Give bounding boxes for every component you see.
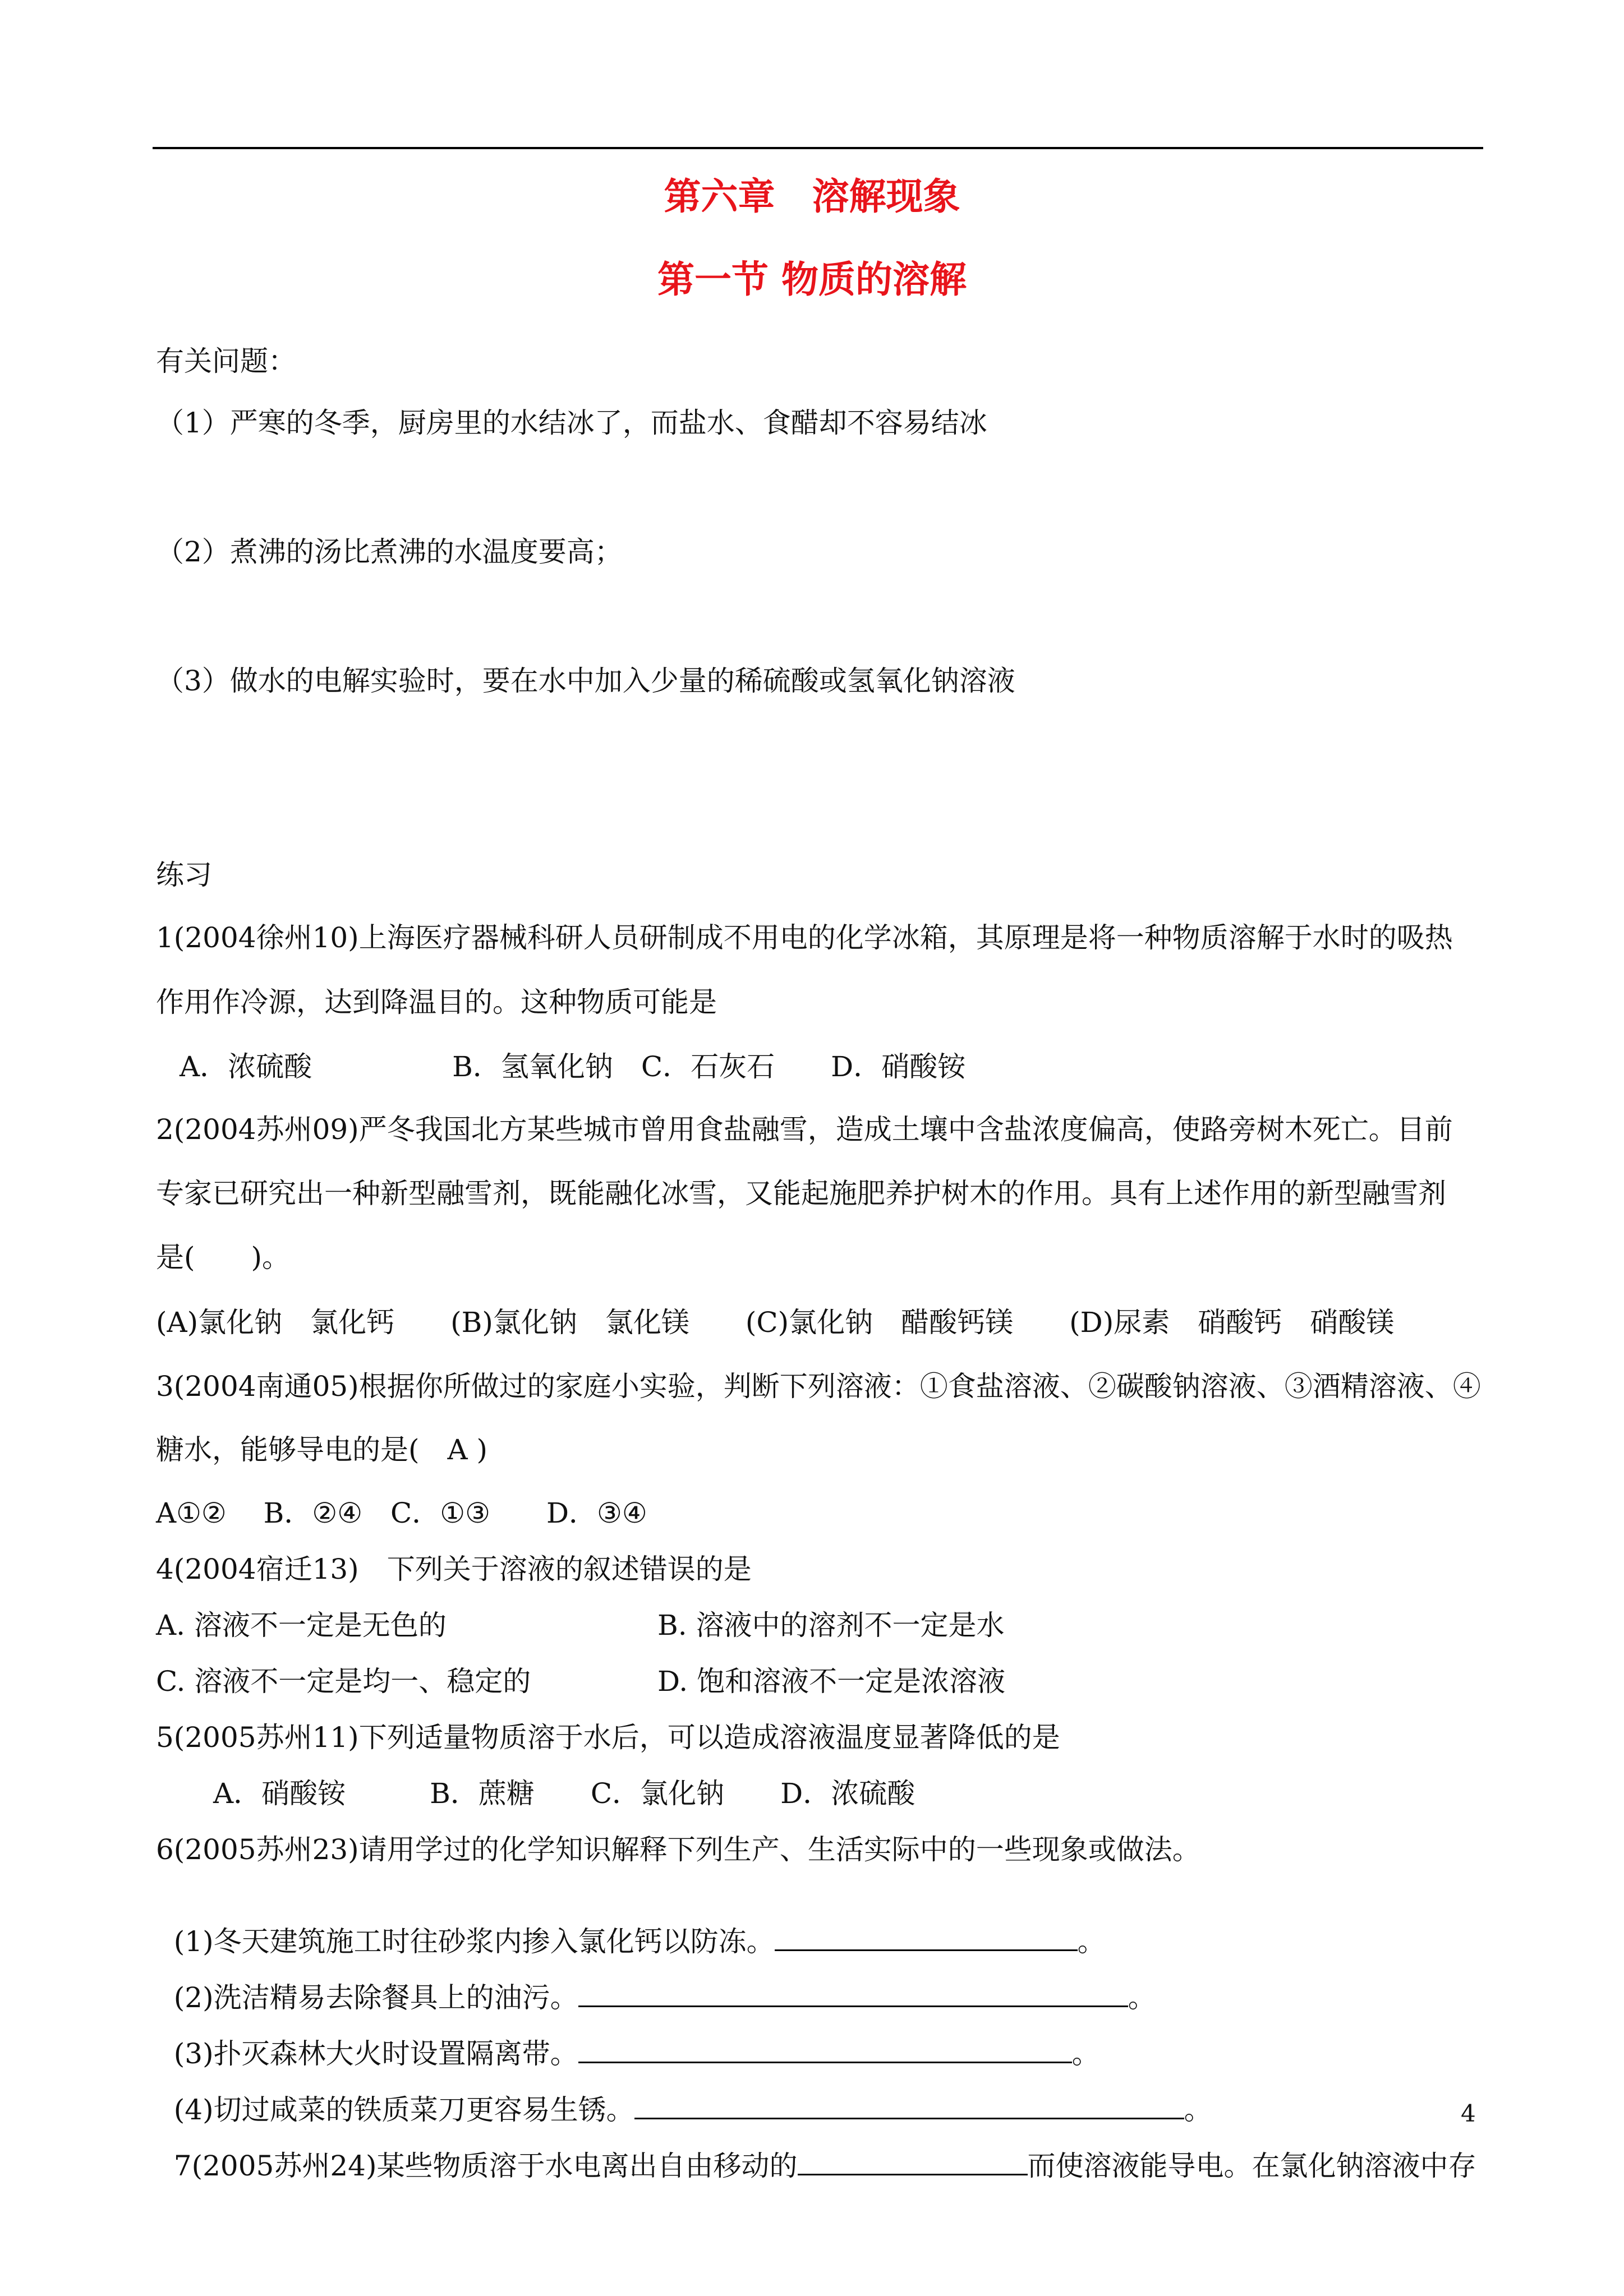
- q2-line-2: 专家已研究出一种新型融雪剂，既能融化冰雪，又能起施肥养护树木的作用。具有上述作用的新型融雪剂: [156, 1177, 1446, 1210]
- q5-stem: 5(2005苏州11)下列适量物质溶于水后，可以造成溶液温度显著降低的是: [156, 1721, 1060, 1754]
- exercise-heading: 练习: [156, 859, 212, 891]
- q6-item-1-text: (1)冬天建筑施工时往砂浆内掺入氯化钙以防冻。: [173, 1925, 775, 1958]
- q7-stem-start: 7(2005苏州24)某些物质溶于水电离出自由移动的: [173, 2150, 798, 2182]
- q1-line-1: 1(2004徐州10)上海医疗器械科研人员研制成不用电的化学冰箱，其原理是将一种物质溶解于水时的吸热: [156, 921, 1453, 954]
- intro-item-3: （3）做水的电解实验时，要在水中加入少量的稀硫酸或氢氧化钠溶液: [156, 665, 1015, 697]
- intro-item-2: （2）煮沸的汤比煮沸的水温度要高；: [156, 536, 623, 568]
- q1-options: A．浓硫酸 B．氢氧化钠 C．石灰石 D．硝酸铵: [180, 1050, 966, 1083]
- q1-line-2: 作用作冷源，达到降温目的。这种物质可能是: [156, 986, 717, 1018]
- header-rule: [153, 147, 1483, 149]
- intro-heading: 有关问题：: [156, 345, 296, 377]
- q3-line-2: 糖水，能够导电的是( A ): [156, 1433, 488, 1466]
- q7-stem: [156, 2112, 1476, 2184]
- q4-option-c: C. 溶液不一定是均一、稳定的: [156, 1665, 531, 1698]
- answer-blank[interactable]: [798, 2174, 1028, 2175]
- q6-item-2-end: 。: [1128, 1981, 1156, 2014]
- q7-stem-end: 而使溶液能导电。在氯化钠溶液中存: [1027, 2150, 1476, 2182]
- chapter-title: 第六章 溶解现象: [664, 174, 960, 218]
- q3-options: A①② B．②④ C．①③ D．③④: [156, 1497, 647, 1529]
- section-title: 第一节 物质的溶解: [657, 257, 967, 301]
- q6-item-2-text: (2)洗洁精易去除餐具上的油污。: [173, 1981, 578, 2014]
- q6-item-4-end: 。: [1184, 2094, 1212, 2126]
- q6-item-3-end: 。: [1071, 2037, 1100, 2070]
- q6-item-4-text: (4)切过咸菜的铁质菜刀更容易生锈。: [173, 2094, 634, 2126]
- q2-line-1: 2(2004苏州09)严冬我国北方某些城市曾用食盐融雪，造成土壤中含盐浓度偏高，使路旁树木死亡。目前: [156, 1113, 1453, 1146]
- q4-option-b: B. 溶液中的溶剂不一定是水: [657, 1609, 1005, 1642]
- q5-options: A．硝酸铵 B．蔗糖 C．氯化钠 D．浓硫酸: [213, 1777, 915, 1810]
- q2-line-3: 是( )。: [156, 1241, 291, 1274]
- intro-item-1: （1）严寒的冬季，厨房里的水结冰了，而盐水、食醋却不容易结冰: [156, 407, 987, 439]
- q6-stem: 6(2005苏州23)请用学过的化学知识解释下列生产、生活实际中的一些现象或做法。: [156, 1833, 1200, 1866]
- q4-option-a: A. 溶液不一定是无色的: [156, 1609, 447, 1642]
- q2-options: (A)氯化钠 氯化钙 (B)氯化钠 氯化镁 (C)氯化钠 醋酸钙镁 (D)尿素 硝酸钙 硝酸镁: [156, 1306, 1395, 1339]
- q4-stem: 4(2004宿迁13) 下列关于溶液的叙述错误的是: [156, 1553, 752, 1585]
- q3-line-1: 3(2004南通05)根据你所做过的家庭小实验，判断下列溶液：①食盐溶液、②碳酸钠溶液、③酒精溶液、④: [156, 1370, 1481, 1403]
- q4-option-d: D. 饱和溶液不一定是浓溶液: [657, 1665, 1006, 1698]
- page-number: 4: [1461, 2100, 1476, 2127]
- q6-item-3-text: (3)扑灭森林大火时设置隔离带。: [173, 2037, 578, 2070]
- q6-item-1-end: 。: [1077, 1925, 1106, 1958]
